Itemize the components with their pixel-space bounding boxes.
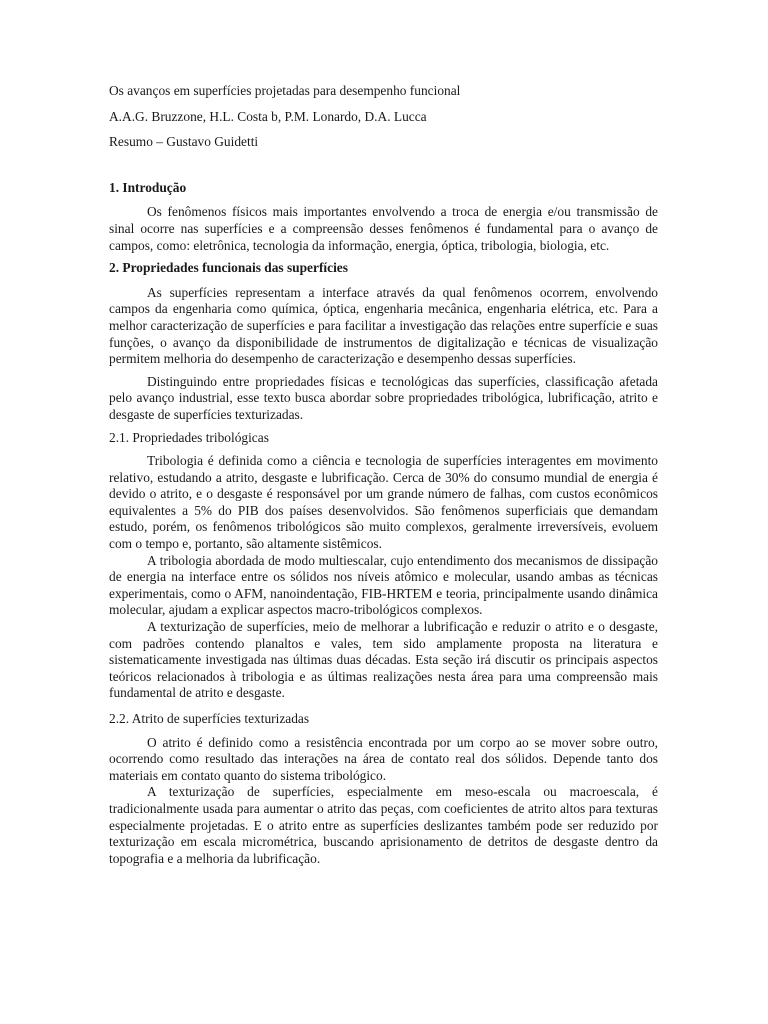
document-summary-author: Resumo – Gustavo Guidetti — [109, 134, 259, 150]
document-page — [109, 83, 658, 867]
section-2-1-paragraph-3: A texturização de superfícies, meio de melhorar a lubrificação e reduzir o atrito e o desgaste, com padrões contendo planaltos e vales, tem sido amplamente proposta na literatura e sistematicamente investigada nas últimas duas décadas. Esta seção irá discutir os principais aspectos teóricos relacionados à tribologia e as últimas realizações nesta área para uma compreensão mais fundamental de atrito e desgaste. — [109, 619, 658, 701]
section-2-1-heading: 2.1. Propriedades tribológicas — [109, 429, 269, 445]
section-2-2-paragraph-2: A texturização de superfícies, especialmente em meso-escala ou macroescala, é tradicionalmente usada para aumentar o atrito das peças, com coeficientes de atrito altos para texturas especialmente projetadas. E o atrito entre as superfícies deslizantes também pode ser reduzido por texturização em escala micrométrica, buscando aprisionamento de detritos de desgaste dentro da topografia e a melhoria da lubrificação. — [109, 784, 658, 866]
section-2-1-paragraph-1: Tribologia é definida como a ciência e tecnologia de superfícies interagentes em movimento relativo, estudando a atrito, desgaste e lubrificação. Cerca de 30% do consumo mundial de energia é devido o atrito, e o desgaste é responsável por um grande número de falhas, com custos econômicos equivalentes a 5% do PIB dos países desenvolvidos. São fenômenos superficiais que demandam estudo, porém, os fenômenos tribológicos são muito complexos, geralmente irreversíveis, evoluem com o tempo e, portanto, são altamente sistêmicos. — [109, 453, 658, 552]
document-title: Os avanços em superfícies projetadas para desempenho funcional — [109, 83, 461, 98]
section-1-paragraph-1: Os fenômenos físicos mais importantes envolvendo a troca de energia e/ou transmissão de sinal ocorre nas superfícies e a compreensão desses fenômenos é fundamental para o avanço de campos, como: eletrônica, tecnologia da informação, energia, óptica, tribologia, biologia, etc. — [109, 204, 658, 253]
section-2-heading: 2. Propriedades funcionais das superfícies — [109, 260, 348, 276]
section-2-paragraph-2: Distinguindo entre propriedades físicas e tecnológicas das superfícies, classificação afetada pelo avanço industrial, esse texto busca abordar sobre propriedades tribológica, lubrificação, atrito e desgaste de superfícies texturizadas. — [109, 373, 658, 422]
section-2-2-heading: 2.2. Atrito de superfícies texturizadas — [109, 711, 310, 726]
section-2-paragraph-1: As superfícies representam a interface através da qual fenômenos ocorrem, envolvendo campos da engenharia como química, óptica, engenharia mecânica, engenharia elétrica, etc. Para a melhor caracterização de superfícies e para facilitar a investigação das relações entre superfície e suas funções, o avanço da disponibilidade de instrumentos de digitalização e técnicas de visualização permitem melhoria do desempenho de caracterização e desempenho dessas superfícies. — [109, 284, 658, 367]
section-1-heading: 1. Introdução — [109, 179, 187, 195]
section-2-1-paragraph-2: A tribologia abordada de modo multiescalar, cujo entendimento dos mecanismos de dissipação de energia na interface entre os sólidos nos níveis atômico e molecular, usando ambas as técnicas experimentais, como o AFM, nanoindentação, FIB-HRTEM e teoria, principalmente usando dinâmica molecular, ajudam a explicar aspectos macro-tribológicos complexos. — [109, 552, 658, 618]
document-authors: A.A.G. Bruzzone, H.L. Costa b, P.M. Lonardo, D.A. Lucca — [109, 108, 427, 124]
section-2-2-paragraph-1: O atrito é definido como a resistência encontrada por um corpo ao se mover sobre outro, ocorrendo como resultado das interações na área de contato real dos sólidos. Depende tanto dos materiais em contato quanto do sistema tribológico. — [109, 734, 658, 783]
